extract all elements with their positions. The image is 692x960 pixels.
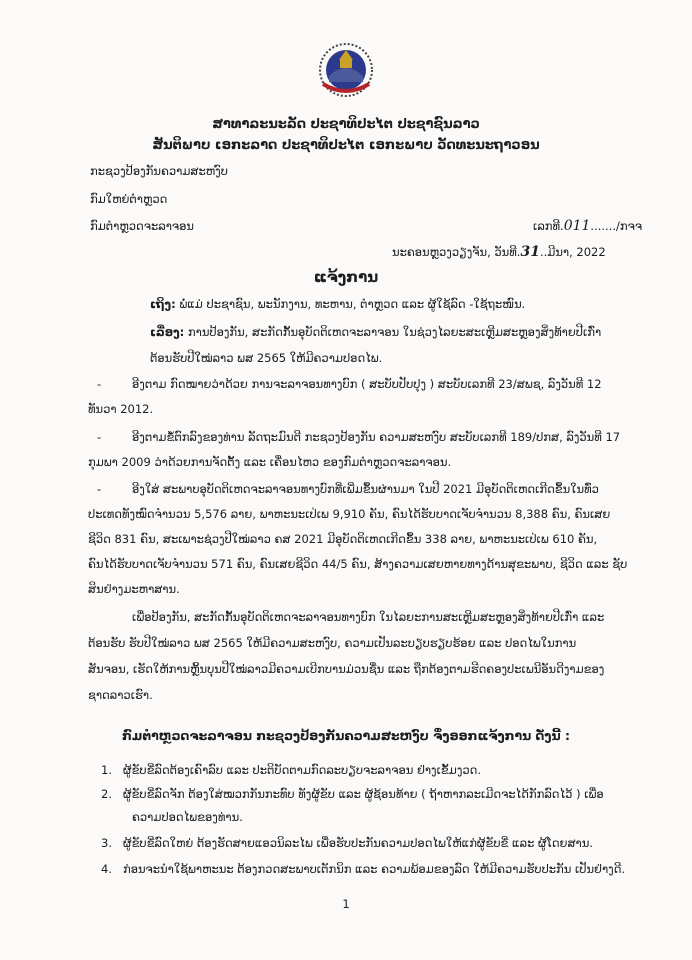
order-3-text: ຜູ້ຂັບຂີ່ລົດໃຫຍ່ ຕ້ອງຮັດສາຍແອວນິລະໄພ ເພື່ອຮັບປະກັນຄວາມປອດໄພໃຫ້ແກ່ຜູ້ຂັບຂີ່ ແລະ ຜູ້ໂດຍສານ.	[123, 836, 593, 850]
page-number: 1	[342, 897, 350, 911]
date-rest: ..ມີນາ, 2022	[539, 245, 606, 259]
reference-3-line-4: ຄົນໄດ້ຮັບບາດເຈັບຈຳນວນ 571 ຄົນ, ຄົນເສຍຊີວິດ 44/5 ຄົນ, ສ້າງຄວາມເສຍຫາຍທາງດ້ານສຸຂະພາບ, ຊີວິດ ແລະ ຊັບ	[88, 557, 628, 571]
order-2-text-continued: ຄວາມປອດໄພຂອງທ່ານ.	[132, 810, 243, 824]
country-name: ສາທາລະນະລັດ ປະຊາທິປະໄຕ ປະຊາຊົນລາວ	[212, 117, 480, 132]
reference-3-line-1: ອີງໃສ່ ສະພາບອຸບັດຕິເຫດຈະລາຈອນທາງບົກທີ່ເພີ່ມຂຶ້ນຜ່ານມາ ໃນປີ 2021 ມີອຸບັດຕິເຫດເກີດຂຶ້ນໃນທົ່ວ	[132, 482, 599, 496]
order-number: 2.	[101, 787, 112, 801]
subject-label: ເລື່ອງ:	[150, 325, 185, 339]
doc-number-suffix: ......./ກຈຈ	[590, 219, 643, 233]
ministry-name: ກະຊວງປ້ອງກັນຄວາມສະຫງົບ	[90, 164, 228, 178]
order-number: 3.	[101, 836, 112, 850]
date-line: ນະຄອນຫຼວງວຽງຈັນ, ວັນທີ.31..ມີນາ, 2022	[392, 244, 606, 260]
recipient-line	[150, 297, 525, 311]
doc-number-prefix: ເລກທີ	[533, 219, 561, 233]
reference-3-line-3: ຊີວິດ 831 ຄົນ, ສະເພາະຊ່ວງປີໃໝ່ລາວ ຄສ 2021 ມີອຸບັດຕິເຫດເກີດຂຶ້ນ 338 ລາຍ, ພາຫະນະເປ່ເພ 610 ຄັນ,	[88, 532, 598, 546]
purpose-line-2: ຕ້ອນຮັບ ຮັບປີໃໝ່ລາວ ພສ 2565 ໃຫ້ມີຄວາມສະຫງົບ, ຄວາມເປັນລະບຽບຮຽບຮ້ອຍ ແລະ ປອດໄພໃນການ	[88, 636, 577, 650]
order-1-text: ຜູ້ຂັບຂີ່ລົດຕ້ອງເຄົາລົບ ແລະ ປະຕິບັດຕາມກົດລະບຽບຈະລາຈອນ ຢ່າງເຂັ້ມງວດ.	[123, 763, 482, 777]
recipient-label: ເຖິງ:	[150, 297, 176, 311]
order-4-text: ກ່ອນຈະນຳໃຊ້ພາຫະນະ ຕ້ອງກວດສະພາບເຕັກນິກ ແລະ ຄວາມພ້ອມຂອງລົດ ໃຫ້ມີຄວາມຮັບປະກັນ ເປັນຢ່າງດີ.	[123, 862, 626, 876]
subject-line-2: ຕ້ອນຮັບປີໃໝ່ລາວ ພສ 2565 ໃຫ້ມີຄວາມປອດໄພ.	[150, 351, 383, 365]
subject-line	[150, 325, 601, 339]
orders-heading: ກົມຕຳຫຼວດຈະລາຈອນ ກະຊວງປ້ອງກັນຄວາມສະຫງົບ ຈຶ່ງອອກແຈ້ງການ ດັ່ງນີ້ :	[122, 728, 570, 743]
doc-number-value: 011	[563, 218, 591, 234]
reference-1-line-1: ອີງຕາມ ກົດໝາຍວ່າດ້ວຍ ການຈະລາຈອນທາງບົກ ( ສະບັບປັບປຸງ ) ສະບັບເລກທີ 23/ສພຊ, ລົງວັນທີ 12	[132, 377, 602, 391]
division-name: ກົມຕຳຫຼວດຈະລາຈອນ	[90, 219, 194, 233]
department-name: ກົມໃຫຍ່ຕຳຫຼວດ	[90, 192, 168, 206]
purpose-line-3: ສັນຈອນ, ເຮັດໃຫ້ການຫຼິ້ນບຸນປີໃໝ່ລາວມີຄວາມເບີກບານມ່ວນຊື່ນ ແລະ ຖືກຕ້ອງຕາມຮີດຄອງປະເພນີອັນດີງາມຂອງ	[88, 662, 605, 676]
national-motto: ສັນຕິພາບ ເອກະລາດ ປະຊາທິປະໄຕ ເອກະພາບ ວັດທະນະຖາວອນ	[152, 138, 540, 153]
reference-2-line-2: ກຸມພາ 2009 ວ່າດ້ວຍການຈັດຕັ້ງ ແລະ ເຄື່ອນໄຫວ ຂອງກົມຕຳຫຼວດຈະລາຈອນ.	[88, 455, 452, 469]
bullet-dash: -	[97, 430, 102, 444]
date-prefix: ນະຄອນຫຼວງວຽງຈັນ, ວັນທີ	[392, 245, 517, 259]
order-number: 1.	[101, 763, 112, 777]
national-emblem-icon	[317, 40, 375, 98]
bullet-dash: -	[97, 377, 102, 391]
recipient-text: ພໍ່ແມ່ ປະຊາຊົນ, ພະນັກງານ, ທະຫານ, ຕຳຫຼວດ ແລະ ຜູ້ໃຊ້ລົດ -ໃຊ້ຖະໜົນ.	[175, 297, 526, 311]
reference-1-line-2: ທັນວາ 2012.	[88, 402, 154, 416]
order-number: 4.	[101, 862, 112, 876]
subject-text: ການປ້ອງກັນ, ສະກັດກັ້ນອຸບັດຕິເຫດຈະລາຈອນ ໃນຊ່ວງໄລຍະສະເຫຼີມສະຫຼອງສິ່ງທ້າຍປີເກົ່າ	[184, 325, 602, 339]
purpose-line-1: ເພື່ອປ້ອງກັນ, ສະກັດກັ້ນອຸບັດຕິເຫດຈະລາຈອນທາງບົກ ໃນໄລຍະການສະເຫຼີມສະຫຼອງສິ່ງທ້າຍປີເກົ່າ ແລະ	[132, 610, 605, 624]
reference-2-line-1: ອີງຕາມຂໍ້ຕົກລົງຂອງທ່ານ ລັດຖະມົນຕີ ກະຊວງປ້ອງກັນ ຄວາມສະຫງົບ ສະບັບເລກທີ 189/ປກສ, ລົງວັນທີ 17	[132, 430, 621, 444]
order-2-text: ຜູ້ຂັບຂີ່ລົດຈັກ ຕ້ອງໃສ່ໝວກກັນກະທົບ ທັງຜູ້ຂັບ ແລະ ຜູ້ຊ້ອນທ້າຍ ( ຖ້າຫາກລະເມີດຈະໄດ້ກັກລົດໄວ້ ) ເພື່ອ	[123, 787, 604, 801]
date-day: 31	[520, 244, 540, 260]
document-number: ເລກທີ.011......./ກຈຈ	[533, 218, 643, 234]
page-title: ແຈ້ງການ	[313, 268, 379, 286]
bullet-dash: -	[97, 482, 102, 496]
reference-3-line-5: ສິນຢ່າງມະຫາສານ.	[88, 582, 180, 596]
purpose-line-4: ຊາດລາວເຮົາ.	[88, 688, 153, 702]
reference-3-line-2: ປະເທດທັງໝົດຈຳນວນ 5,576 ລາຍ, ພາຫະນະເປ່ເພ 9,910 ຄັນ, ຄົນໄດ້ຮັບບາດເຈັບຈຳນວນ 8,388 ຄົນ, ຄົນເສຍ	[88, 507, 611, 521]
